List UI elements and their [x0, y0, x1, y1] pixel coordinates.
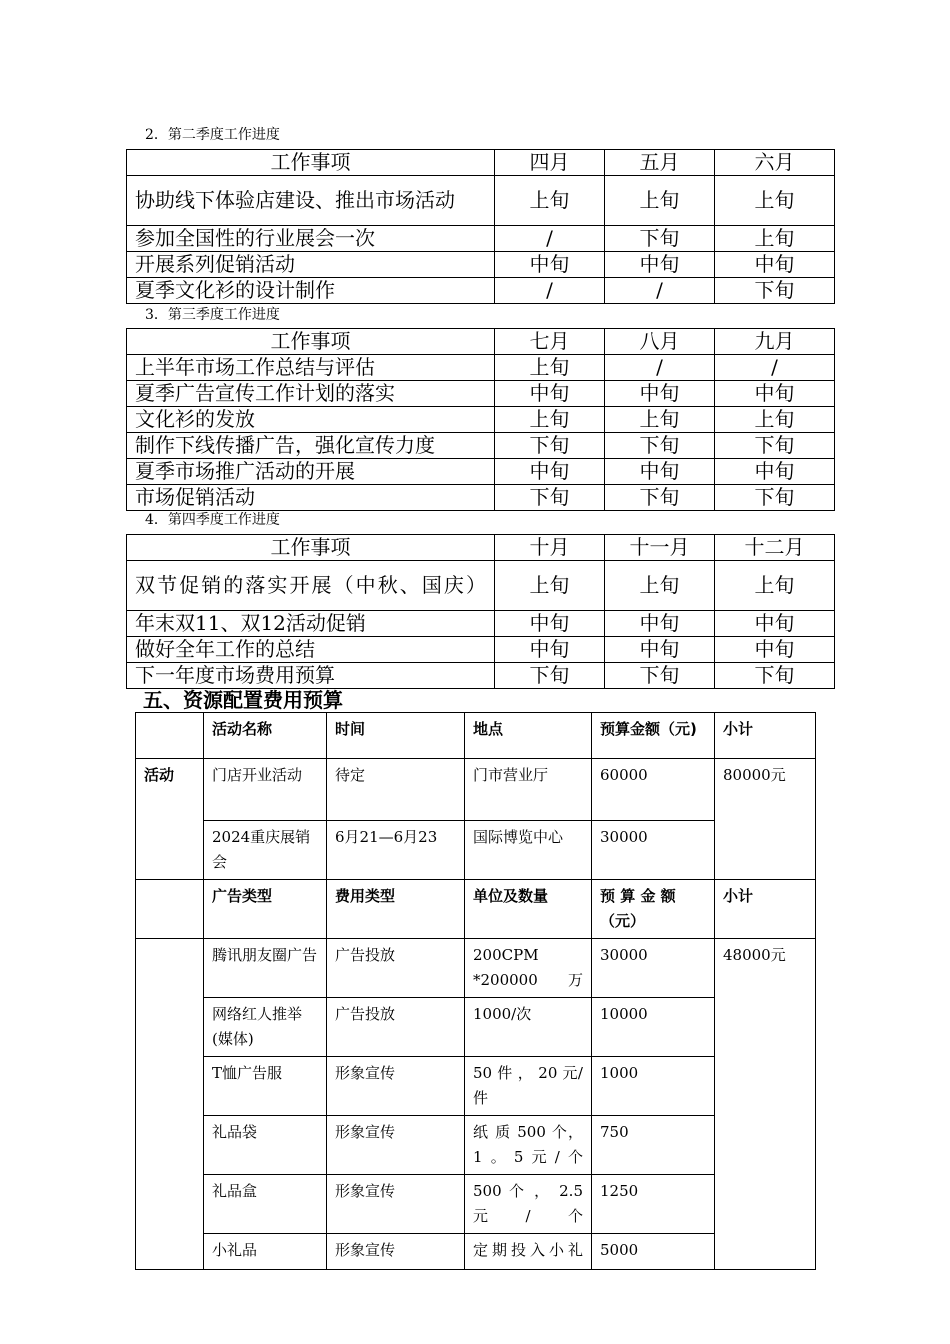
task-cell: 夏季文化衫的设计制作: [127, 278, 495, 304]
schedule-cell: 上旬: [715, 176, 835, 226]
unit-qty: 1000/次: [465, 998, 592, 1057]
header-item: 工作事项: [127, 150, 495, 176]
ad-type: 网络红人推举(媒体): [204, 998, 327, 1057]
unit-qty: 纸 质 500 个，1。5元/个: [465, 1116, 592, 1175]
task-cell: 开展系列促销活动: [127, 252, 495, 278]
table-row: [136, 1116, 816, 1175]
task-cell: 上半年市场工作总结与评估: [127, 355, 495, 381]
table-header-row: [127, 535, 835, 561]
unit-qty: 200CPM *200000万: [465, 939, 592, 998]
schedule-cell: 上旬: [715, 561, 835, 611]
table-header-row: [127, 150, 835, 176]
table-row: [136, 759, 816, 821]
header-month: 四月: [495, 150, 605, 176]
table-row: [136, 1175, 816, 1234]
activity-name: 门店开业活动: [204, 759, 327, 821]
schedule-cell: 上旬: [605, 176, 715, 226]
table-header-row: [127, 329, 835, 355]
q3-caption: 3．第三季度工作进度: [145, 307, 280, 323]
header-location: 地点: [465, 713, 592, 759]
blank-cell: [136, 713, 204, 759]
schedule-cell: 中旬: [605, 252, 715, 278]
schedule-cell: /: [605, 278, 715, 304]
activity-budget: 30000: [592, 821, 715, 880]
activity-label: 活动: [136, 759, 204, 880]
schedule-cell: 下旬: [715, 433, 835, 459]
ad-budget: 30000: [592, 939, 715, 998]
table-row: [136, 939, 816, 998]
header-month: 十一月: [605, 535, 715, 561]
task-cell: 下一年度市场费用预算: [127, 663, 495, 689]
table-row: [136, 1057, 816, 1116]
task-cell: 协助线下体验店建设、推出市场活动: [127, 176, 495, 226]
task-cell: 市场促销活动: [127, 485, 495, 511]
schedule-cell: 上旬: [605, 407, 715, 433]
header-month: 八月: [605, 329, 715, 355]
table-row: [127, 561, 835, 611]
schedule-cell: /: [495, 278, 605, 304]
ad-budget: 1000: [592, 1057, 715, 1116]
cost-type: 形象宣传: [327, 1234, 465, 1270]
schedule-cell: 上旬: [495, 407, 605, 433]
schedule-cell: /: [605, 355, 715, 381]
task-cell: 夏季广告宣传工作计划的落实: [127, 381, 495, 407]
cost-type: 形象宣传: [327, 1175, 465, 1234]
table-row: [127, 355, 835, 381]
ad-type: 腾讯朋友圈广告: [204, 939, 327, 998]
header-cost-type: 费用类型: [327, 880, 465, 939]
table-row: [127, 611, 835, 637]
schedule-cell: /: [495, 226, 605, 252]
unit-qty: 500 个 ， 2.5 元/个: [465, 1175, 592, 1234]
task-cell: 制作下线传播广告，强化宣传力度: [127, 433, 495, 459]
table-row: [127, 176, 835, 226]
table-row: [127, 459, 835, 485]
schedule-cell: 下旬: [605, 433, 715, 459]
blank-cell: [136, 880, 204, 939]
header-subtotal: 小计: [715, 880, 816, 939]
schedule-cell: 中旬: [605, 611, 715, 637]
header-month: 九月: [715, 329, 835, 355]
ad-header-row: [136, 880, 816, 939]
activity-subtotal: 80000元: [715, 759, 816, 880]
ad-budget: 10000: [592, 998, 715, 1057]
schedule-cell: 下旬: [605, 663, 715, 689]
table-row: [127, 637, 835, 663]
schedule-cell: 下旬: [605, 485, 715, 511]
header-item: 工作事项: [127, 535, 495, 561]
q4-caption: 4．第四季度工作进度: [145, 512, 280, 528]
q2-caption: 2．第二季度工作进度: [145, 127, 280, 143]
header-month: 六月: [715, 150, 835, 176]
q3-table: [126, 328, 835, 511]
task-cell: 参加全国性的行业展会一次: [127, 226, 495, 252]
header-month: 七月: [495, 329, 605, 355]
schedule-cell: 中旬: [715, 252, 835, 278]
q4-table: [126, 534, 835, 689]
activity-location: 国际博览中心: [465, 821, 592, 880]
schedule-cell: 下旬: [495, 433, 605, 459]
schedule-cell: 中旬: [715, 637, 835, 663]
table-row: [127, 485, 835, 511]
budget-table: [135, 712, 816, 1270]
schedule-cell: 上旬: [715, 407, 835, 433]
ad-budget: 750: [592, 1116, 715, 1175]
schedule-cell: 下旬: [495, 663, 605, 689]
table-row: [127, 226, 835, 252]
header-month: 五月: [605, 150, 715, 176]
schedule-cell: 下旬: [715, 485, 835, 511]
table-row: [127, 663, 835, 689]
schedule-cell: 中旬: [495, 381, 605, 407]
schedule-cell: 上旬: [605, 561, 715, 611]
schedule-cell: 中旬: [605, 381, 715, 407]
q2-table: [126, 149, 835, 304]
activity-time: 待定: [327, 759, 465, 821]
header-activity-name: 活动名称: [204, 713, 327, 759]
task-cell: 年末双11、双12活动促销: [127, 611, 495, 637]
section-title: 五、资源配置费用预算: [143, 688, 343, 712]
task-cell: 做好全年工作的总结: [127, 637, 495, 663]
schedule-cell: 上旬: [495, 176, 605, 226]
header-ad-type: 广告类型: [204, 880, 327, 939]
header-budget: 预 算 金 额（元）: [592, 880, 715, 939]
schedule-cell: 上旬: [495, 355, 605, 381]
schedule-cell: 中旬: [715, 459, 835, 485]
ad-type: 小礼品: [204, 1234, 327, 1270]
table-row: [127, 381, 835, 407]
schedule-cell: 中旬: [495, 637, 605, 663]
header-month: 十月: [495, 535, 605, 561]
unit-qty: 定期投入小礼: [465, 1234, 592, 1270]
table-row: [127, 407, 835, 433]
ad-type: T恤广告服: [204, 1057, 327, 1116]
header-subtotal: 小计: [715, 713, 816, 759]
activity-name: 2024重庆展销会: [204, 821, 327, 880]
task-cell: 文化衫的发放: [127, 407, 495, 433]
header-item: 工作事项: [127, 329, 495, 355]
schedule-cell: 中旬: [715, 381, 835, 407]
schedule-cell: /: [715, 355, 835, 381]
schedule-cell: 中旬: [605, 459, 715, 485]
schedule-cell: 中旬: [495, 611, 605, 637]
schedule-cell: 中旬: [715, 611, 835, 637]
task-cell: 双节促销的落实开展（中秋、国庆）: [127, 561, 495, 611]
cost-type: 广告投放: [327, 998, 465, 1057]
activity-budget: 60000: [592, 759, 715, 821]
table-row: [136, 1234, 816, 1270]
ad-type: 礼品盒: [204, 1175, 327, 1234]
header-time: 时间: [327, 713, 465, 759]
activity-location: 门市营业厅: [465, 759, 592, 821]
schedule-cell: 下旬: [605, 226, 715, 252]
blank-cell: [136, 939, 204, 1270]
table-row: [127, 278, 835, 304]
cost-type: 形象宣传: [327, 1057, 465, 1116]
schedule-cell: 上旬: [715, 226, 835, 252]
unit-qty: 50 件 ， 20 元/件: [465, 1057, 592, 1116]
schedule-cell: 上旬: [495, 561, 605, 611]
schedule-cell: 中旬: [495, 252, 605, 278]
table-row: [127, 252, 835, 278]
ad-budget: 5000: [592, 1234, 715, 1270]
table-row: [136, 821, 816, 880]
ad-type: 礼品袋: [204, 1116, 327, 1175]
activity-time: 6月21—6月23: [327, 821, 465, 880]
schedule-cell: 下旬: [715, 278, 835, 304]
cost-type: 形象宣传: [327, 1116, 465, 1175]
schedule-cell: 中旬: [605, 637, 715, 663]
table-row: [136, 998, 816, 1057]
ad-subtotal: 48000元: [715, 939, 816, 1270]
schedule-cell: 下旬: [495, 485, 605, 511]
ad-budget: 1250: [592, 1175, 715, 1234]
header-budget: 预算金额（元): [592, 713, 715, 759]
activity-header-row: [136, 713, 816, 759]
cost-type: 广告投放: [327, 939, 465, 998]
header-unit-qty: 单位及数量: [465, 880, 592, 939]
table-row: [127, 433, 835, 459]
header-month: 十二月: [715, 535, 835, 561]
schedule-cell: 中旬: [495, 459, 605, 485]
task-cell: 夏季市场推广活动的开展: [127, 459, 495, 485]
schedule-cell: 下旬: [715, 663, 835, 689]
